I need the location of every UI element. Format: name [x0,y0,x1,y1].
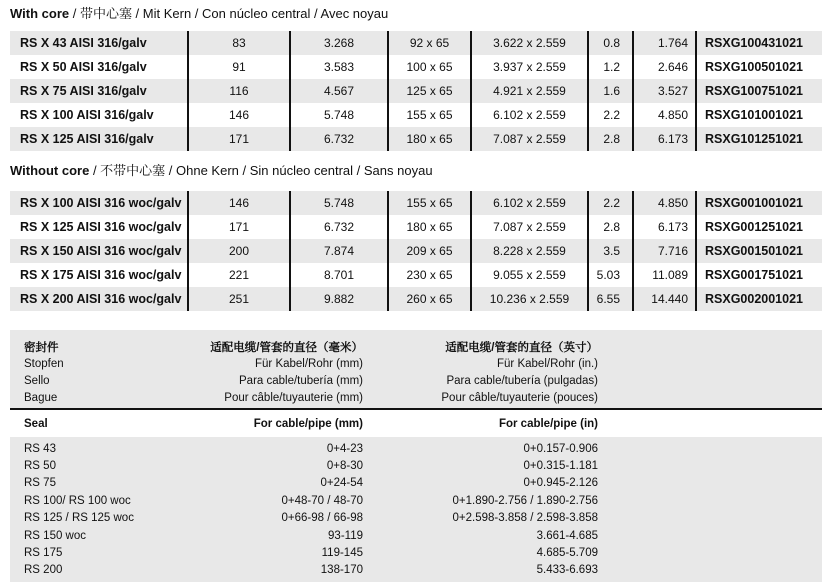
height-in-cell: 6.732 [289,127,387,151]
dimensions-mm-cell: 260 x 65 [387,287,470,311]
height-mm-cell: 83 [187,31,289,55]
seal-name-cell: Stopfen [24,357,64,370]
weight-lb-cell: 11.089 [632,263,695,287]
weight-lb-cell: 3.527 [632,79,695,103]
seal-name-cell: Sello [24,374,50,387]
seal-name-cell: RS 75 [24,477,56,490]
dimensions-mm-cell: 92 x 65 [387,31,470,55]
dimensions-mm-cell: 230 x 65 [387,263,470,287]
with-core-table [10,31,822,151]
product-name-cell: RS X 43 AISI 316/galv [20,36,147,50]
weight-lb-cell: 6.173 [632,127,695,151]
product-name-cell: RS X 50 AISI 316/galv [20,60,147,74]
seal-multilingual-header-block [10,330,822,410]
dimensions-in-cell: 9.055 x 2.559 [470,263,587,287]
dimensions-in-cell: 3.937 x 2.559 [470,55,587,79]
range-in-cell: 0+0.157-0.906 [523,442,598,455]
seal-name-cell: RS 175 [24,547,63,560]
dimensions-mm-cell: 180 x 65 [387,215,470,239]
part-number-cell: RSXG001751021 [695,263,822,287]
weight-lb-cell: 4.850 [632,191,695,215]
range-in-cell: 0+1.890-2.756 / 1.890-2.756 [452,494,598,507]
seal-data-row [10,492,822,509]
product-name-cell: RS X 100 AISI 316/galv [20,108,154,122]
range-mm-cell: 0+48-70 / 48-70 [281,494,363,507]
with-core-title-translations: / 带中心塞 / Mit Kern / Con núcleo central / Avec noyau [69,6,389,21]
range-mm-cell: 93-119 [328,529,363,542]
weight-lb-cell: 4.850 [632,103,695,127]
product-row [10,239,822,263]
seal-capacity-section [10,330,822,582]
without-core-section-title [10,163,433,179]
height-in-cell: 5.748 [289,103,387,127]
cable-pipe-in-column-header: For cable/pipe (in) [498,417,598,430]
seal-name-cell: RS 125 / RS 125 woc [24,512,134,525]
seal-header-language-row [10,389,822,406]
without-core-table [10,191,822,311]
seal-data-row [10,475,822,492]
product-name-cell: RS X 150 AISI 316 woc/galv [20,244,182,258]
part-number-cell: RSXG001001021 [695,191,822,215]
seal-name-cell: 密封件 [24,341,59,354]
dimensions-mm-cell: 209 x 65 [387,239,470,263]
dimensions-in-cell: 4.921 x 2.559 [470,79,587,103]
height-in-cell: 6.732 [289,215,387,239]
seal-data-row [10,510,822,527]
range-mm-cell: 0+24-54 [320,477,363,490]
product-name-cell: RS X 75 AISI 316/galv [20,84,147,98]
dimensions-mm-cell: 180 x 65 [387,127,470,151]
height-in-cell: 4.567 [289,79,387,103]
weight-lb-cell: 7.716 [632,239,695,263]
height-in-cell: 3.268 [289,31,387,55]
range-mm-cell: 0+66-98 / 66-98 [281,512,363,525]
part-number-cell: RSXG100751021 [695,79,822,103]
seal-header-language-row [10,338,822,355]
weight-kg-cell: 2.8 [587,127,632,151]
weight-kg-cell: 2.2 [587,103,632,127]
weight-kg-cell: 0.8 [587,31,632,55]
product-name-cell: RS X 125 AISI 316 woc/galv [20,220,182,234]
range-in-cell: 0+2.598-3.858 / 2.598-3.858 [452,512,598,525]
range-mm-cell: 适配电缆/管套的直径（毫米） [210,341,363,354]
seal-data-row [10,440,822,457]
product-name-cell: RS X 200 AISI 316 woc/galv [20,292,182,306]
part-number-cell: RSXG100431021 [695,31,822,55]
seal-name-cell: RS 200 [24,564,63,577]
product-row [10,191,822,215]
height-mm-cell: 221 [187,263,289,287]
range-in-cell: 4.685-5.709 [536,547,598,560]
dimensions-mm-cell: 155 x 65 [387,191,470,215]
range-mm-cell: Pour câble/tuyauterie (mm) [224,391,363,404]
weight-lb-cell: 2.646 [632,55,695,79]
part-number-cell: RSXG101001021 [695,103,822,127]
seal-data-row [10,527,822,544]
range-in-cell: Für Kabel/Rohr (in.) [497,357,598,370]
seal-table-header-row [10,410,822,437]
product-row [10,287,822,311]
range-in-cell: Para cable/tubería (pulgadas) [446,374,598,387]
with-core-title-lead: With core [10,6,70,21]
weight-kg-cell: 6.55 [587,287,632,311]
product-name-cell: RS X 175 AISI 316 woc/galv [20,268,182,282]
seal-data-row [10,562,822,579]
dimensions-in-cell: 6.102 x 2.559 [470,103,587,127]
product-row [10,103,822,127]
height-mm-cell: 146 [187,103,289,127]
part-number-cell: RSXG001251021 [695,215,822,239]
dimensions-mm-cell: 155 x 65 [387,103,470,127]
range-mm-cell: 119-145 [321,547,363,560]
without-core-title-translations: / 不带中心塞 / Ohne Kern / Sin núcleo central / Sans noyau [89,163,433,178]
product-row [10,55,822,79]
weight-kg-cell: 2.8 [587,215,632,239]
seal-name-cell: RS 150 woc [24,529,87,542]
product-name-cell: RS X 125 AISI 316/galv [20,132,154,146]
range-in-cell: 0+0.315-1.181 [523,460,598,473]
weight-lb-cell: 14.440 [632,287,695,311]
part-number-cell: RSXG001501021 [695,239,822,263]
height-in-cell: 9.882 [289,287,387,311]
range-mm-cell: Para cable/tubería (mm) [239,374,363,387]
range-mm-cell: Für Kabel/Rohr (mm) [255,357,363,370]
dimensions-in-cell: 3.622 x 2.559 [470,31,587,55]
height-in-cell: 8.701 [289,263,387,287]
height-mm-cell: 91 [187,55,289,79]
weight-lb-cell: 1.764 [632,31,695,55]
part-number-cell: RSXG101251021 [695,127,822,151]
dimensions-in-cell: 6.102 x 2.559 [470,191,587,215]
weight-kg-cell: 1.6 [587,79,632,103]
dimensions-in-cell: 7.087 x 2.559 [470,215,587,239]
height-mm-cell: 146 [187,191,289,215]
seal-header-language-row [10,372,822,389]
seal-data-rows-block [10,437,822,582]
height-mm-cell: 171 [187,127,289,151]
height-mm-cell: 171 [187,215,289,239]
cable-pipe-mm-column-header: For cable/pipe (mm) [253,417,363,430]
product-row [10,31,822,55]
without-core-title-lead: Without core [10,163,90,178]
weight-kg-cell: 5.03 [587,263,632,287]
dimensions-in-cell: 8.228 x 2.559 [470,239,587,263]
height-in-cell: 7.874 [289,239,387,263]
height-mm-cell: 251 [187,287,289,311]
range-in-cell: Pour câble/tuyauterie (pouces) [441,391,598,404]
part-number-cell: RSXG100501021 [695,55,822,79]
range-in-cell: 3.661-4.685 [536,529,598,542]
seal-name-cell: Bague [24,391,58,404]
range-mm-cell: 138-170 [320,564,363,577]
dimensions-mm-cell: 125 x 65 [387,79,470,103]
seal-data-row [10,544,822,561]
weight-kg-cell: 3.5 [587,239,632,263]
dimensions-in-cell: 10.236 x 2.559 [470,287,587,311]
range-in-cell: 0+0.945-2.126 [523,477,598,490]
product-row [10,215,822,239]
height-mm-cell: 116 [187,79,289,103]
dimensions-in-cell: 7.087 x 2.559 [470,127,587,151]
part-number-cell: RSXG002001021 [695,287,822,311]
seal-name-cell: RS 43 [24,442,56,455]
seal-column-header: Seal [24,417,48,430]
dimensions-mm-cell: 100 x 65 [387,55,470,79]
product-name-cell: RS X 100 AISI 316 woc/galv [20,196,182,210]
with-core-section-title [10,6,388,22]
seal-data-row [10,457,822,474]
height-in-cell: 5.748 [289,191,387,215]
range-mm-cell: 0+4-23 [326,442,363,455]
product-row [10,79,822,103]
product-row [10,263,822,287]
seal-header-language-row [10,355,822,372]
product-row [10,127,822,151]
range-mm-cell: 0+8-30 [326,460,363,473]
height-mm-cell: 200 [187,239,289,263]
seal-name-cell: RS 50 [24,460,56,473]
range-in-cell: 5.433-6.693 [536,564,598,577]
weight-kg-cell: 1.2 [587,55,632,79]
weight-lb-cell: 6.173 [632,215,695,239]
weight-kg-cell: 2.2 [587,191,632,215]
range-in-cell: 适配电缆/管套的直径（英寸） [445,341,598,354]
seal-name-cell: RS 100/ RS 100 woc [24,494,131,507]
height-in-cell: 3.583 [289,55,387,79]
